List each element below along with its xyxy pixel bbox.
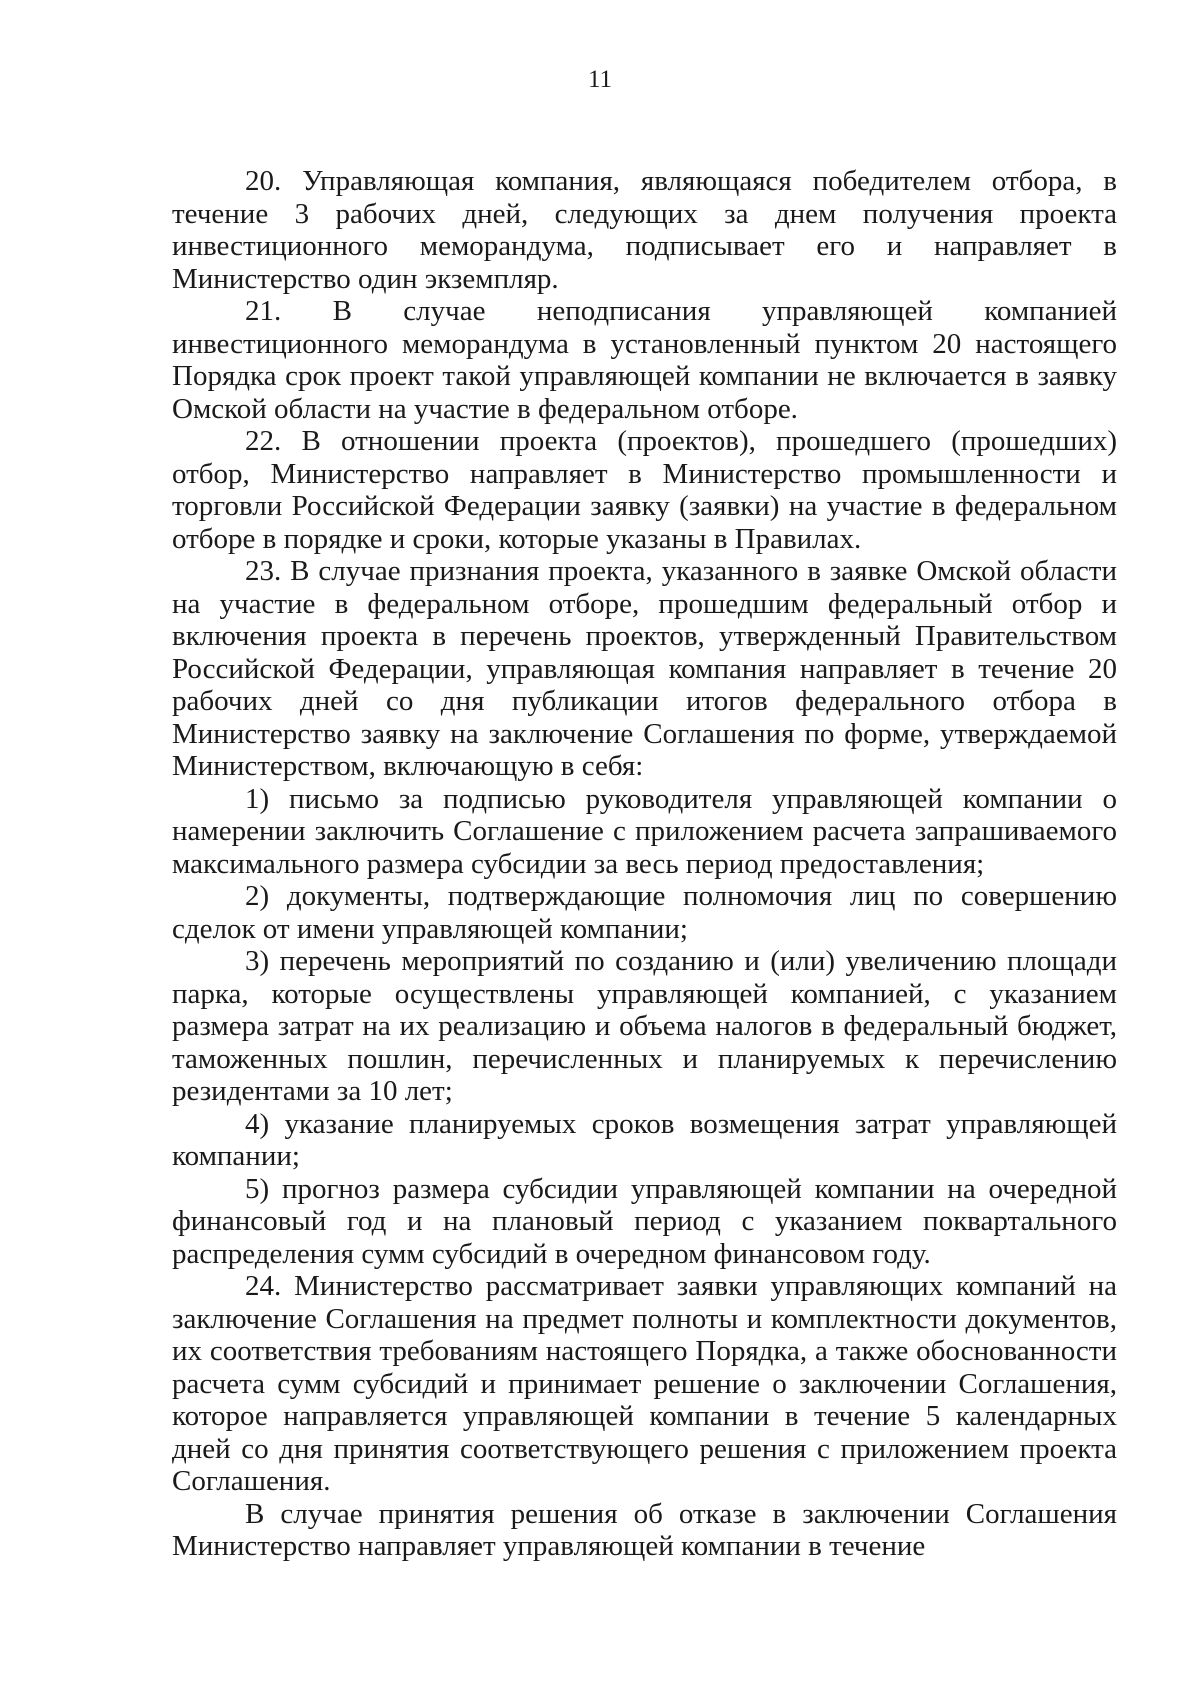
list-item-3: 3) перечень мероприятий по созданию и (или) увеличению площади парка, которые осуществлены управляющей компанией, с указанием размера затрат на их реализацию и объема налогов в федеральный бюджет, таможенных пошлин, перечисленных и планируемых к перечислению резидентами за 10 лет; [172, 945, 1117, 1107]
paragraph-24: 24. Министерство рассматривает заявки управляющих компаний на заключение Соглашения на предмет полноты и комплектности документов, их соответствия требованиям настоящего Порядка, а также обоснованности расчета сумм субсидий и принимает решение о заключении Соглашения, которое направляется управляющей компании в течение 5 календарных дней со дня принятия соответствующего решения с приложением проекта Соглашения. [172, 1270, 1117, 1497]
paragraph-23: 23. В случае признания проекта, указанного в заявке Омской области на участие в федеральном отборе, прошедшим федеральный отбор и включения проекта в перечень проектов, утвержденный Правительством Российской Федерации, управляющая компания направляет в течение 20 рабочих дней со дня публикации итогов федерального отбора в Министерство заявку на заключение Соглашения по форме, утверждаемой Министерством, включающую в себя: [172, 555, 1117, 782]
document-body [172, 165, 1117, 1563]
list-item-5: 5) прогноз размера субсидии управляющей компании на очередной финансовый год и на плановый период с указанием поквартального распределения сумм субсидий в очередном финансовом году. [172, 1172, 1117, 1270]
paragraph-refusal: В случае принятия решения об отказе в заключении Соглашения Министерство направляет управляющей компании в течение [172, 1497, 1117, 1562]
paragraph-21: 21. В случае неподписания управляющей компанией инвестиционного меморандума в установленный пунктом 20 настоящего Порядка срок проект такой управляющей компании не включается в заявку Омской области на участие в федеральном отборе. [172, 295, 1117, 425]
list-item-4: 4) указание планируемых сроков возмещения затрат управляющей компании; [172, 1107, 1117, 1172]
page-number: 11 [587, 66, 613, 93]
paragraph-20: 20. Управляющая компания, являющаяся победителем отбора, в течение 3 рабочих дней, следующих за днем получения проекта инвестиционного меморандума, подписывает его и направляет в Министерство один экземпляр. [172, 165, 1117, 295]
paragraph-22: 22. В отношении проекта (проектов), прошедшего (прошедших) отбор, Министерство направляет в Министерство промышленности и торговли Российской Федерации заявку (заявки) на участие в федеральном отборе в порядке и сроки, которые указаны в Правилах. [172, 425, 1117, 555]
list-item-2: 2) документы, подтверждающие полномочия лиц по совершению сделок от имени управляющей компании; [172, 880, 1117, 945]
list-item-1: 1) письмо за подписью руководителя управляющей компании о намерении заключить Соглашение с приложением расчета запрашиваемого максимального размера субсидии за весь период предоставления; [172, 782, 1117, 880]
